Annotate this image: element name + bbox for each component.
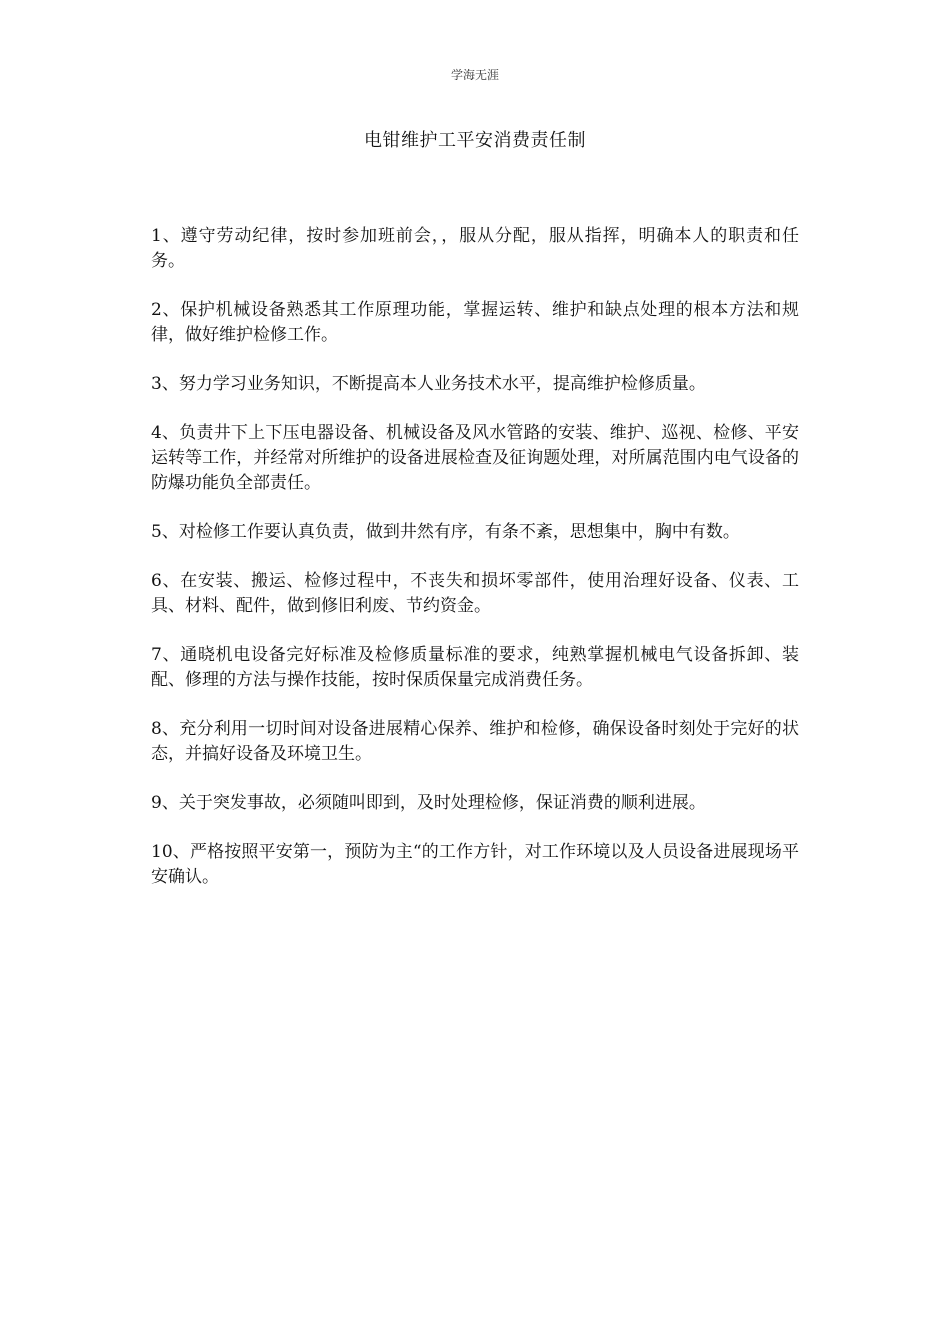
duty-item-6: 6、在安装、搬运、检修过程中，不丧失和损坏零部件，使用治理好设备、仪表、工具、材料、配件，做到修旧利废、节约资金。 [151,571,799,616]
duty-item-7: 7、通晓机电设备完好标准及检修质量标准的要求，纯熟掌握机械电气设备拆卸、装配、修理的方法与操作技能，按时保质保量完成消费任务。 [151,645,799,690]
duty-item-2: 2、保护机械设备熟悉其工作原理功能，掌握运转、维护和缺点处理的根本方法和规律，做好维护检修工作。 [151,300,799,345]
duty-item-1: 1、遵守劳动纪律，按时参加班前会，，服从分配，服从指挥，明确本人的职责和任务。 [151,226,799,271]
document-body [151,224,799,914]
duty-item-8: 8、充分利用一切时间对设备进展精心保养、维护和检修，确保设备时刻处于完好的状态，并搞好设备及环境卫生。 [151,719,799,764]
duty-item-10: 10、严格按照平安第一，预防为主“的工作方针，对工作环境以及人员设备进展现场平安确认。 [151,842,799,887]
page-header: 学海无涯 [450,68,499,82]
duty-item-5: 5、对检修工作要认真负责，做到井然有序，有条不紊，思想集中，胸中有数。 [151,522,740,542]
document-title: 电钳维护工平安消费责任制 [364,130,586,151]
duty-item-4: 4、负责井下上下压电器设备、机械设备及风水管路的安装、维护、巡视、检修、平安运转等工作，并经常对所维护的设备进展检查及征询题处理，对所属范围内电气设备的防爆功能负全部责任。 [151,423,799,493]
duty-item-3: 3、努力学习业务知识，不断提高本人业务技术水平，提高维护检修质量。 [151,374,706,394]
duty-item-9: 9、关于突发事故，必须随叫即到，及时处理检修，保证消费的顺利进展。 [151,793,706,813]
